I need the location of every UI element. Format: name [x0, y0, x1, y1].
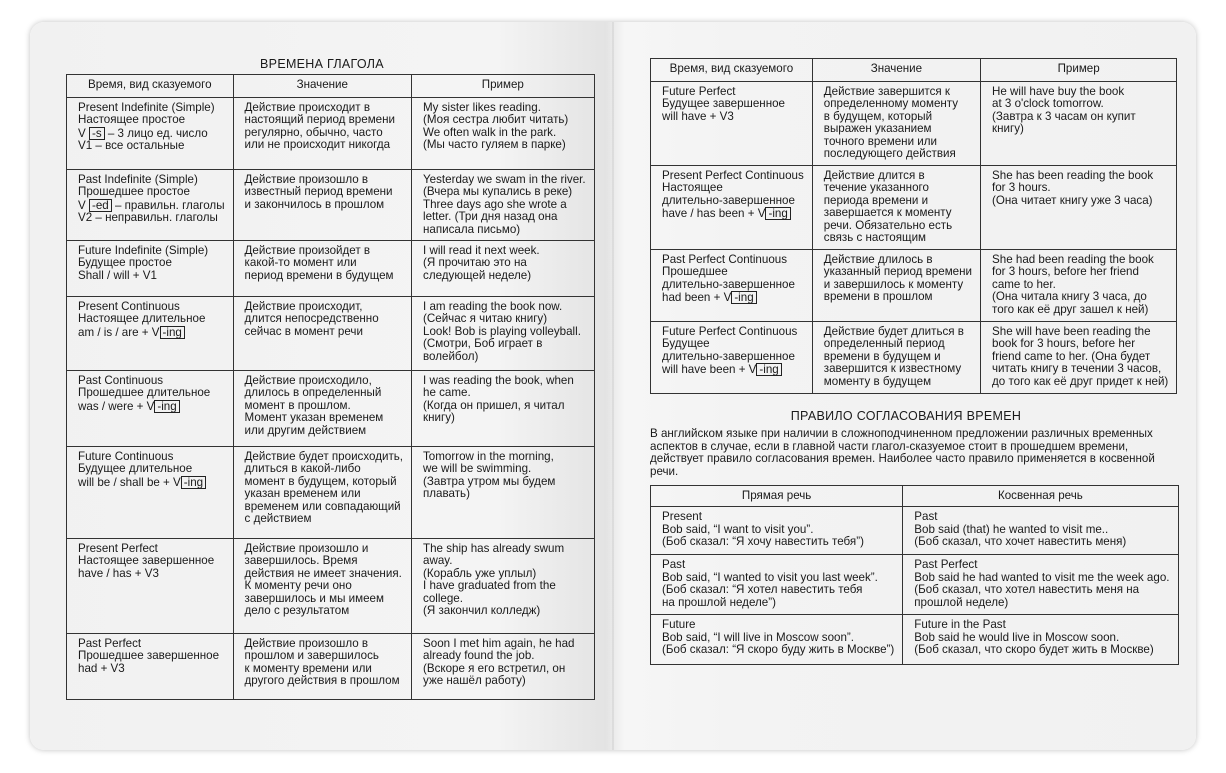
- tense-line: Будущее: [662, 337, 710, 351]
- example-line: уже нашёл работу): [423, 674, 526, 688]
- direct-line: Present: [662, 510, 702, 524]
- example-line: книгу): [423, 411, 455, 425]
- tense-line: Present Continuous: [78, 300, 180, 314]
- example-line: We often walk in the park.: [423, 125, 557, 139]
- example-cell: [412, 241, 595, 297]
- tense-row: [651, 82, 1177, 166]
- tense-line: Будущее простое: [78, 256, 172, 270]
- meaning-line: временем или совпадающий: [244, 499, 401, 513]
- tense-line: V2 – неправильн. глаголы: [78, 211, 218, 225]
- example-line: I am reading the book now.: [423, 300, 563, 314]
- example-cell: [412, 539, 595, 634]
- perfect-tenses-table: [650, 58, 1177, 394]
- meaning-line: настоящий период времени: [244, 113, 395, 127]
- meaning-line: завершится к известному: [823, 362, 962, 376]
- meaning-line: прошлом и завершилось: [244, 649, 379, 663]
- rule-paragraph: [650, 428, 1162, 478]
- example-line: for 3 hours, before her friend: [992, 265, 1139, 279]
- example-line: friend came to her. (Она будет: [992, 349, 1151, 363]
- meaning-line: Действие произошло и: [244, 542, 369, 556]
- example-line: (Вчера мы купались в реке): [423, 185, 573, 199]
- tense-row: [67, 371, 595, 447]
- example-line: My sister likes reading.: [423, 101, 541, 114]
- tense-line: V1 – все остальные: [78, 139, 185, 153]
- example-line: волейбол): [423, 349, 479, 363]
- direct-line: (Боб сказал: “Я хочу навестить тебя”): [662, 535, 864, 549]
- example-line: до того как её друг придет к ней): [992, 374, 1169, 388]
- meaning-line: в будущем, который: [823, 109, 933, 123]
- header-meaning: Значение: [812, 59, 980, 82]
- meaning-line: Действие длилось в: [823, 253, 933, 266]
- direct-line: (Боб сказал: “Я скоро буду жить в Москве”): [662, 643, 895, 657]
- meaning-line: К моменту речи оно: [244, 579, 352, 593]
- example-line: I have graduated from the: [423, 579, 556, 593]
- header-example: Пример: [412, 75, 595, 98]
- tense-row: [651, 250, 1177, 322]
- meaning-cell: [233, 371, 411, 447]
- tense-line: Past Perfect Continuous: [662, 253, 788, 266]
- meaning-line: течение указанного: [823, 181, 929, 195]
- example-line: Soon I met him again, he had: [423, 637, 575, 651]
- header-example: Пример: [981, 59, 1177, 82]
- meaning-line: период времени в будущем: [244, 268, 394, 282]
- indirect-line: Bob said (that) he wanted to visit me..: [914, 522, 1109, 536]
- indirect-line: (Боб сказал, что хотел навестить меня на: [914, 583, 1140, 597]
- example-line: плавать): [423, 487, 470, 501]
- example-line: (Завтра к 3 часам он купит: [992, 109, 1136, 123]
- example-line: следующей неделе): [423, 268, 532, 282]
- example-line: away.: [423, 554, 453, 568]
- tense-line: Future Continuous: [78, 450, 174, 464]
- meaning-line: известный период времени: [244, 185, 393, 199]
- meaning-line: Действие происходит,: [244, 300, 363, 314]
- tense-formula: [78, 326, 225, 339]
- meaning-line: сейчас в момент речи: [244, 324, 363, 338]
- tense-line: Будущее длительное: [78, 462, 193, 476]
- example-line: college.: [423, 591, 463, 605]
- tense-formula: [78, 400, 225, 413]
- suffix-box: -ing: [181, 476, 206, 489]
- tense-line: Present Indefinite (Simple): [78, 101, 215, 114]
- direct-line: на прошлой неделе”): [662, 595, 776, 609]
- example-line: He will have buy the book: [992, 85, 1125, 98]
- meaning-line: завершается к моменту: [823, 206, 952, 220]
- suffix-box: -ing: [160, 326, 185, 339]
- tense-line: Настоящее длительное: [78, 312, 206, 326]
- meaning-line: завершилось. Время: [244, 554, 358, 568]
- formula-text: – правильн. глаголы: [111, 198, 225, 212]
- tense-line: Прошедшее завершенное: [78, 649, 220, 663]
- example-line: (Корабль уже уплыл): [423, 566, 537, 580]
- meaning-line: Действие длится в: [823, 169, 925, 182]
- example-line: Tomorrow in the morning,: [423, 450, 554, 464]
- formula-text: V: [78, 198, 89, 212]
- tense-line: have / has + V3: [78, 566, 159, 580]
- indirect-line: Past Perfect: [914, 558, 978, 572]
- suffix-box: -ed: [89, 199, 112, 212]
- suffix-box: -ing: [765, 207, 790, 220]
- meaning-line: и закончилось в прошлом: [244, 197, 385, 211]
- example-line: Yesterday we swam in the river.: [423, 173, 586, 186]
- meaning-cell: [233, 98, 411, 170]
- meaning-line: последующего действия: [823, 147, 956, 161]
- meaning-line: длится непосредственно: [244, 312, 379, 326]
- indirect-line: Bob said he would live in Moscow soon.: [914, 630, 1120, 644]
- meaning-line: Действие произошло в: [244, 637, 369, 651]
- example-line: (Моя сестра любит читать): [423, 113, 569, 127]
- tense-cell: [67, 170, 234, 241]
- example-line: (Я закончил колледж): [423, 604, 541, 618]
- tense-cell: [67, 371, 234, 447]
- direct-line: Bob said, “I wanted to visit you last week”.: [662, 570, 878, 584]
- meaning-line: времени в прошлом: [823, 290, 933, 304]
- meaning-cell: [233, 539, 411, 634]
- meaning-line: Момент указан временем: [244, 411, 384, 425]
- tense-line: Future Indefinite (Simple): [78, 244, 209, 258]
- meaning-line: Действие происходило,: [244, 374, 372, 388]
- tense-line: Present Perfect Continuous: [662, 169, 804, 182]
- example-line: написала письмо): [423, 222, 521, 236]
- tense-cell: [67, 297, 234, 371]
- meaning-line: Действие будет длиться в: [823, 325, 964, 338]
- tense-line: had + V3: [78, 661, 125, 675]
- tense-formula: [78, 199, 225, 212]
- formula-text: – 3 лицо ед. число: [104, 126, 208, 140]
- tense-line: Future Perfect Continuous: [662, 325, 798, 338]
- example-line: he came.: [423, 386, 471, 400]
- tense-line: Настоящее простое: [78, 113, 186, 127]
- example-line: (Сейчас я читаю книгу): [423, 312, 548, 326]
- example-line: I will read it next week.: [423, 244, 540, 258]
- tense-row: [67, 241, 595, 297]
- tense-line: Past Continuous: [78, 374, 164, 388]
- header-indirect-speech: Косвенная речь: [903, 486, 1178, 507]
- tense-line: длительно-завершенное: [662, 349, 795, 363]
- left-page-title: ВРЕМЕНА ГЛАГОЛА: [260, 57, 384, 71]
- book-spine-fold: [612, 22, 614, 750]
- meaning-cell: [233, 634, 411, 700]
- example-line: (Она читает книгу уже 3 часа): [992, 193, 1153, 207]
- example-line: came to her.: [992, 277, 1056, 291]
- meaning-cell: [233, 297, 411, 371]
- header-tense: Время, вид сказуемого: [67, 75, 234, 98]
- direct-speech-cell: [651, 507, 903, 555]
- indirect-line: Past: [914, 510, 938, 524]
- tense-row: [67, 447, 595, 539]
- tense-formula: [662, 363, 804, 376]
- example-cell: [412, 371, 595, 447]
- meaning-line: Действие завершится к: [823, 85, 950, 98]
- direct-speech-cell: [651, 555, 903, 615]
- meaning-line: речи. Обязательно есть: [823, 218, 953, 232]
- tense-formula: [78, 476, 225, 489]
- meaning-line: и завершилось к моменту: [823, 277, 964, 291]
- meaning-line: моменту в будущем: [823, 374, 932, 388]
- tense-line: Future Perfect: [662, 85, 736, 98]
- formula-text: V: [78, 126, 89, 140]
- tense-formula: [662, 291, 804, 304]
- example-line: I was reading the book, when: [423, 374, 574, 388]
- meaning-line: дело с результатом: [244, 604, 350, 618]
- rule-line: аспектов в случае, если в главной части глагол-сказуемое стоит в прошедшем времени,: [650, 439, 1129, 453]
- indirect-line: (Боб сказал, что хочет навестить меня): [914, 535, 1127, 549]
- suffix-box: -ing: [154, 400, 179, 413]
- meaning-cell: [233, 241, 411, 297]
- tense-cell: [651, 166, 813, 250]
- example-cell: [412, 297, 595, 371]
- tense-line: Past Perfect: [78, 637, 142, 651]
- example-line: for 3 hours.: [992, 181, 1051, 195]
- example-line: book for 3 hours, before her: [992, 337, 1136, 351]
- header-direct-speech: Прямая речь: [651, 486, 903, 507]
- meaning-cell: [812, 166, 980, 250]
- speech-row: [651, 507, 1179, 555]
- example-cell: [981, 250, 1177, 322]
- tense-row: [67, 98, 595, 170]
- tense-row: [651, 166, 1177, 250]
- meaning-line: длиться в какой-либо: [244, 462, 361, 476]
- example-line: already found the job.: [423, 649, 535, 663]
- example-line: (Когда он пришел, я читал: [423, 398, 565, 412]
- meaning-line: или другим действием: [244, 423, 367, 437]
- meaning-line: или не происходит никогда: [244, 138, 391, 152]
- tense-cell: [651, 322, 813, 394]
- tense-line: Настоящее: [662, 181, 723, 195]
- meaning-line: выражен указанием: [823, 122, 932, 136]
- direct-line: Bob said, “I will live in Moscow soon”.: [662, 630, 855, 644]
- rule-line: действует правило согласования времен. Наиболее часто правило применяется в косвенной: [650, 452, 1155, 466]
- header-meaning: Значение: [233, 75, 411, 98]
- example-line: letter. (Три дня назад она: [423, 210, 558, 224]
- indirect-speech-cell: [903, 507, 1178, 555]
- suffix-box: -ing: [731, 291, 756, 304]
- formula-text: will have been + V: [662, 363, 757, 377]
- tense-line: will have + V3: [662, 109, 734, 123]
- meaning-line: Действие происходит в: [244, 101, 370, 114]
- meaning-line: времени в будущем и: [823, 349, 941, 363]
- direct-speech-cell: [651, 615, 903, 665]
- meaning-line: с действием: [244, 512, 312, 526]
- tense-line: длительно-завершенное: [662, 193, 795, 207]
- formula-text: will be / shall be + V: [78, 475, 181, 489]
- meaning-line: регулярно, обычно, часто: [244, 125, 383, 139]
- tense-cell: [651, 250, 813, 322]
- direct-line: Bob said, “I want to visit you”.: [662, 522, 814, 536]
- tense-row: [67, 634, 595, 700]
- direct-line: Past: [662, 558, 686, 572]
- tense-cell: [67, 241, 234, 297]
- meaning-line: определенный период: [823, 337, 945, 351]
- speech-row: [651, 555, 1179, 615]
- tense-line: Прошедшее длительное: [78, 386, 211, 400]
- indirect-line: Bob said he had wanted to visit me the week ago.: [914, 570, 1170, 584]
- indirect-line: Future in the Past: [914, 618, 1006, 632]
- rule-title: ПРАВИЛО СОГЛАСОВАНИЯ ВРЕМЕН: [790, 409, 1022, 423]
- example-cell: [981, 322, 1177, 394]
- example-line: at 3 o'clock tomorrow.: [992, 97, 1104, 111]
- speech-row: [651, 615, 1179, 665]
- tense-line: Будущее завершенное: [662, 97, 785, 111]
- tense-cell: [67, 98, 234, 170]
- meaning-line: точного времени или: [823, 134, 937, 148]
- example-cell: [412, 447, 595, 539]
- tense-line: Present Perfect: [78, 542, 158, 556]
- meaning-cell: [233, 170, 411, 241]
- tense-formula: [662, 207, 804, 220]
- tense-cell: [67, 634, 234, 700]
- meaning-cell: [812, 322, 980, 394]
- example-line: (Я прочитаю это на: [423, 256, 527, 270]
- meaning-line: к моменту времени или: [244, 661, 372, 675]
- tense-line: Настоящее завершенное: [78, 554, 215, 568]
- example-cell: [412, 634, 595, 700]
- example-line: Look! Bob is playing volleyball.: [423, 324, 581, 338]
- meaning-line: другого действия в прошлом: [244, 674, 400, 688]
- tense-row: [67, 539, 595, 634]
- indirect-speech-cell: [903, 615, 1178, 665]
- meaning-cell: [812, 250, 980, 322]
- example-line: читать книгу в течении 3 часов,: [992, 362, 1162, 376]
- formula-text: am / is / are + V: [78, 325, 160, 339]
- meaning-line: периода времени и: [823, 193, 929, 207]
- example-line: книгу): [992, 122, 1024, 136]
- example-line: Three days ago she wrote a: [423, 197, 567, 211]
- formula-text: was / were + V: [78, 399, 155, 413]
- tense-line: Shall / will + V1: [78, 268, 157, 282]
- tense-line: длительно-завершенное: [662, 277, 795, 291]
- example-line: (Смотри, Боб играет в: [423, 337, 543, 351]
- example-cell: [981, 82, 1177, 166]
- meaning-line: момент в прошлом.: [244, 398, 351, 412]
- indirect-line: прошлой неделе): [914, 595, 1009, 609]
- meaning-line: какой-то момент или: [244, 256, 357, 270]
- direct-line: (Боб сказал: “Я хотел навестить тебя: [662, 583, 863, 597]
- meaning-line: Действие произошло в: [244, 173, 369, 186]
- example-cell: [412, 98, 595, 170]
- meaning-cell: [233, 447, 411, 539]
- verb-tenses-table: [66, 74, 595, 700]
- meaning-line: указанный период времени: [823, 265, 973, 279]
- tense-cell: [67, 539, 234, 634]
- meaning-line: длилось в определенный: [244, 386, 382, 400]
- meaning-line: связь с настоящим: [823, 231, 927, 245]
- example-line: (Она читала книгу 3 часа, до: [992, 290, 1147, 304]
- header-tense: Время, вид сказуемого: [651, 59, 813, 82]
- tense-cell: [67, 447, 234, 539]
- tense-line: Прошедшее простое: [78, 185, 190, 199]
- indirect-line: (Боб сказал, что скоро будет жить в Москве): [914, 643, 1154, 657]
- tense-line: Прошедшее: [662, 265, 728, 279]
- meaning-line: Действие будет происходить,: [244, 450, 404, 464]
- meaning-cell: [812, 82, 980, 166]
- example-line: She has been reading the book: [992, 169, 1154, 182]
- example-line: we will be swimming.: [423, 462, 532, 476]
- example-line: She had been reading the book: [992, 253, 1154, 266]
- meaning-line: Действие произойдет в: [244, 244, 371, 258]
- tense-row: [67, 297, 595, 371]
- indirect-speech-cell: [903, 555, 1178, 615]
- direct-line: Future: [662, 618, 696, 632]
- meaning-line: момент в будущем, который: [244, 474, 397, 488]
- example-cell: [412, 170, 595, 241]
- example-line: (Мы часто гуляем в парке): [423, 138, 566, 152]
- rule-line: В английском языке при наличии в сложноподчиненном предложении различных временных: [650, 427, 1153, 440]
- example-line: (Вскоре я его встретил, он: [423, 661, 566, 675]
- reported-speech-table: [650, 485, 1179, 665]
- meaning-line: указан временем или: [244, 487, 361, 501]
- example-line: She will have been reading the: [992, 325, 1151, 338]
- meaning-line: действия не имеет значения.: [244, 566, 402, 580]
- tense-row: [651, 322, 1177, 394]
- suffix-box: -ing: [756, 363, 781, 376]
- formula-text: have / has been + V: [662, 207, 766, 221]
- meaning-line: завершилось и мы имеем: [244, 591, 384, 605]
- tense-row: [67, 170, 595, 241]
- tense-line: Past Indefinite (Simple): [78, 173, 198, 186]
- example-line: The ship has already swum: [423, 542, 565, 556]
- example-line: того как её друг зашел к ней): [992, 302, 1149, 316]
- formula-text: had been + V: [662, 291, 732, 305]
- example-cell: [981, 166, 1177, 250]
- suffix-box: -s: [89, 127, 105, 140]
- meaning-line: определенному моменту: [823, 97, 959, 111]
- tense-cell: [651, 82, 813, 166]
- tense-formula: [78, 127, 225, 140]
- rule-line: речи.: [650, 464, 679, 478]
- example-line: (Завтра утром мы будем: [423, 474, 556, 488]
